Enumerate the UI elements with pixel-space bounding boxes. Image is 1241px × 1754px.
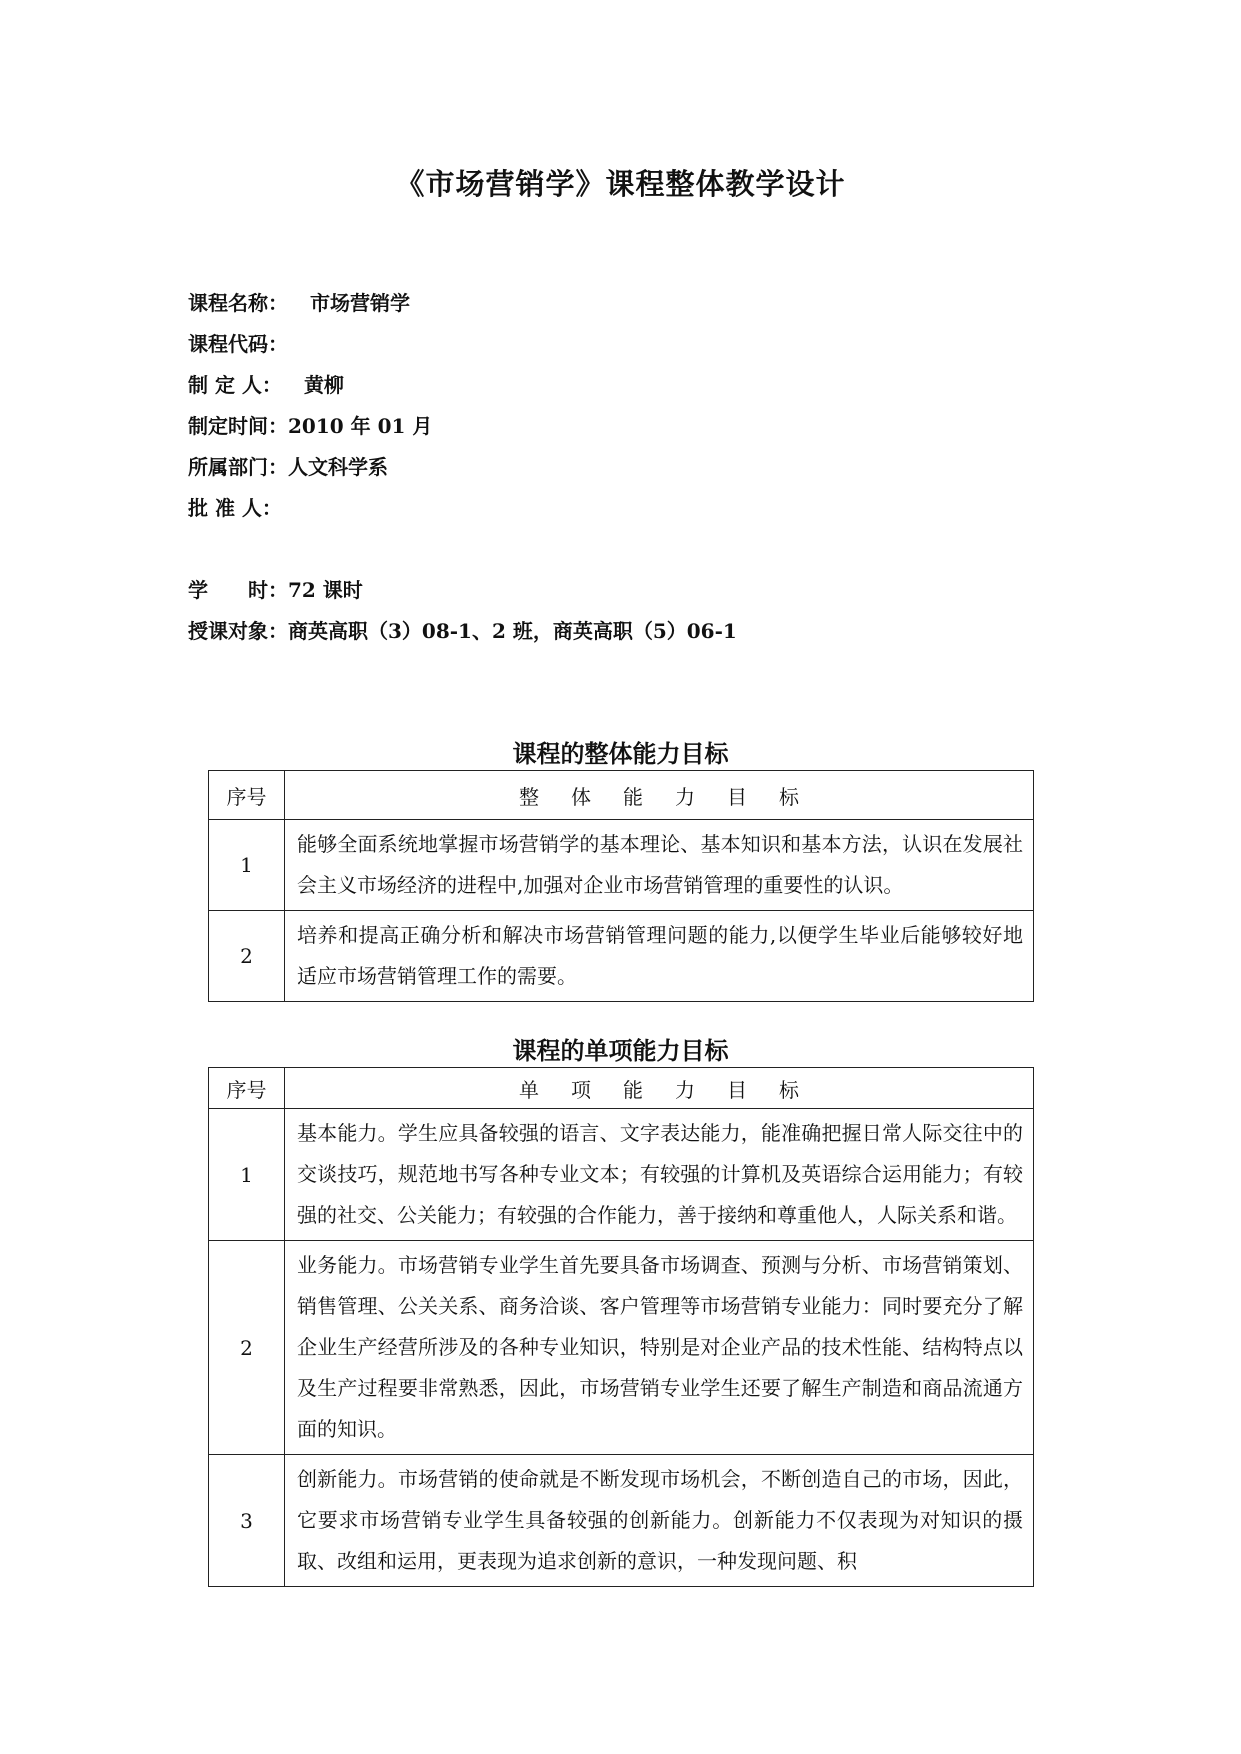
table-row xyxy=(209,820,1034,911)
row-text: 基本能力。学生应具备较强的语言、文字表达能力，能准确把握日常人际交往中的交谈技巧，规范地书写各种专业文本；有较强的计算机及英语综合运用能力；有较强的社交、公关能力；有较强的合作能力，善于接纳和尊重他人，人际关系和谐。 xyxy=(285,1109,1034,1241)
author-value: 黄柳 xyxy=(303,373,344,397)
info-date xyxy=(188,410,432,439)
info-author xyxy=(188,369,344,398)
header-number: 序号 xyxy=(209,771,285,820)
header-objective: 单项能力目标 xyxy=(285,1068,1034,1109)
single-objectives-table xyxy=(208,1067,1034,1587)
info-course-name xyxy=(188,287,410,316)
single-section-title: 课程的单项能力目标 xyxy=(512,1036,729,1065)
table-row xyxy=(209,1109,1034,1241)
header-objective: 整体能力目标 xyxy=(285,771,1034,820)
table-row xyxy=(209,911,1034,1002)
course-name-label: 课程名称： xyxy=(188,291,288,315)
info-course-code xyxy=(188,328,288,357)
overall-section-title: 课程的整体能力目标 xyxy=(512,739,729,768)
header-number: 序号 xyxy=(209,1068,285,1109)
date-value: 2010 年 01 月 xyxy=(288,414,433,438)
table-row xyxy=(209,1241,1034,1455)
row-text: 培养和提高正确分析和解决市场营销管理问题的能力,以便学生毕业后能够较好地适应市场营销管理工作的需要。 xyxy=(285,911,1034,1002)
course-name-value: 市场营销学 xyxy=(310,291,410,315)
info-approver xyxy=(188,492,282,521)
row-number: 2 xyxy=(209,1241,285,1455)
date-label: 制定时间： xyxy=(188,414,288,438)
info-hours xyxy=(188,574,363,603)
row-number: 3 xyxy=(209,1455,285,1587)
hours-value: 72 课时 xyxy=(288,578,363,602)
audience-label: 授课对象： xyxy=(188,619,288,643)
hours-label: 学 时： xyxy=(188,578,288,602)
audience-value: 商英高职（3）08-1、2 班，商英高职（5）06-1 xyxy=(288,619,737,643)
course-code-label: 课程代码： xyxy=(188,332,288,356)
row-text: 业务能力。市场营销专业学生首先要具备市场调查、预测与分析、市场营销策划、销售管理、公关关系、商务洽谈、客户管理等市场营销专业能力：同时要充分了解企业生产经营所涉及的各种专业知识，特别是对企业产品的技术性能、结构特点以及生产过程要非常熟悉，因此，市场营销专业学生还要了解生产制造和商品流通方面的知识。 xyxy=(285,1241,1034,1455)
department-value: 人文科学系 xyxy=(288,455,388,479)
row-text: 能够全面系统地掌握市场营销学的基本理论、基本知识和基本方法，认识在发展社会主义市场经济的进程中,加强对企业市场营销管理的重要性的认识。 xyxy=(285,820,1034,911)
info-audience xyxy=(188,615,737,644)
row-text: 创新能力。市场营销的使命就是不断发现市场机会，不断创造自己的市场，因此，它要求市场营销专业学生具备较强的创新能力。创新能力不仅表现为对知识的摄取、改组和运用，更表现为追求创新的意识，一种发现问题、积 xyxy=(285,1455,1034,1587)
approver-label: 批 准 人： xyxy=(188,496,282,520)
overall-objectives-table xyxy=(208,770,1034,1002)
author-label: 制 定 人： xyxy=(188,373,282,397)
row-number: 1 xyxy=(209,820,285,911)
document-title: 《市场营销学》课程整体教学设计 xyxy=(395,167,846,201)
row-number: 1 xyxy=(209,1109,285,1241)
row-number: 2 xyxy=(209,911,285,1002)
table-header-row xyxy=(209,1068,1034,1109)
table-header-row xyxy=(209,771,1034,820)
table-row xyxy=(209,1455,1034,1587)
department-label: 所属部门： xyxy=(188,455,288,479)
info-department xyxy=(188,451,388,480)
